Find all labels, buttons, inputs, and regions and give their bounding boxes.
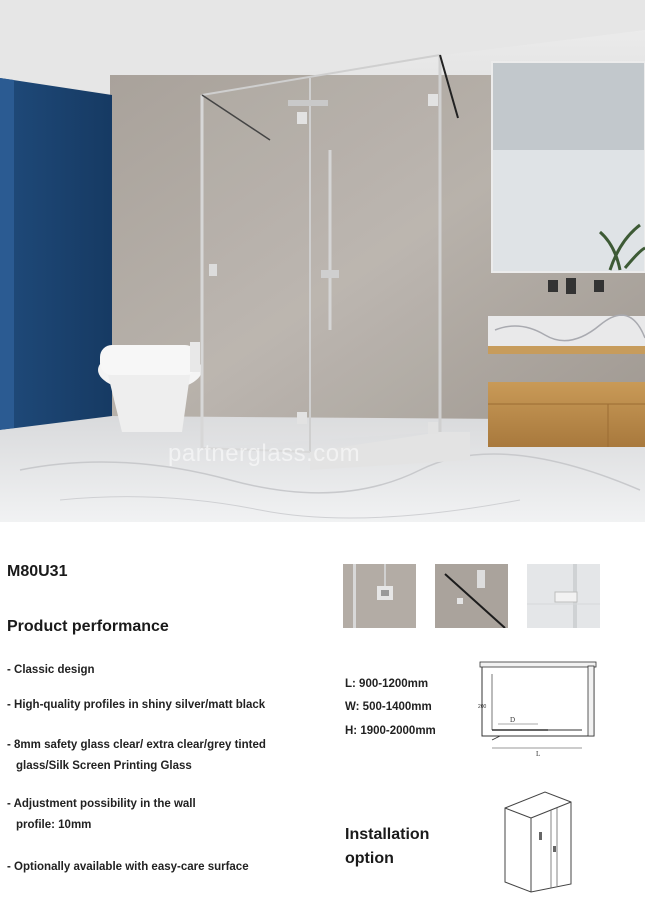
floor-plan-drawing [478, 660, 608, 760]
feature-item [7, 695, 265, 716]
feature-text-continued: profile: 10mm [16, 819, 92, 831]
dimension-length: L: 900-1200mm [345, 678, 429, 690]
feature-text: - Adjustment possibility in the wall [7, 798, 196, 810]
installation-line1: Installation [345, 826, 430, 843]
stabilizer-detail-image [435, 564, 508, 628]
feature-text-continued: glass/Silk Screen Printing Glass [16, 760, 192, 772]
hinge-detail-image [343, 564, 416, 628]
watermark-text: partnerglass.com [168, 440, 361, 467]
feature-item [7, 660, 95, 681]
dimension-width: W: 500-1400mm [345, 701, 432, 713]
installation-line2: option [345, 850, 394, 867]
installation-title [345, 823, 429, 871]
top-view-diagram [478, 660, 608, 765]
feature-text: - Optionally available with easy-care surface [7, 861, 249, 873]
feature-text: - Classic design [7, 664, 95, 676]
feature-text: - High-quality profiles in shiny silver/matt black [7, 699, 266, 711]
feature-item [7, 735, 266, 777]
diagram-label-h: 200 [478, 704, 487, 710]
detail-thumbnail-hinge [343, 564, 416, 628]
feature-item [7, 794, 196, 836]
section-title: Product performance [7, 618, 169, 635]
diagram-label-d: D [510, 716, 516, 724]
isometric-enclosure-drawing [497, 788, 577, 894]
diagram-label-l: L [536, 750, 541, 758]
feature-text: - 8mm safety glass clear/ extra clear/grey tinted [7, 739, 266, 751]
detail-thumbnail-stabilizer [435, 564, 508, 628]
feature-item [7, 857, 249, 878]
dimension-height: H: 1900-2000mm [345, 725, 436, 737]
installation-diagram [497, 788, 577, 899]
detail-thumbnail-clamp [527, 564, 600, 628]
model-number: M80U31 [7, 563, 68, 580]
clamp-detail-image [527, 564, 600, 628]
